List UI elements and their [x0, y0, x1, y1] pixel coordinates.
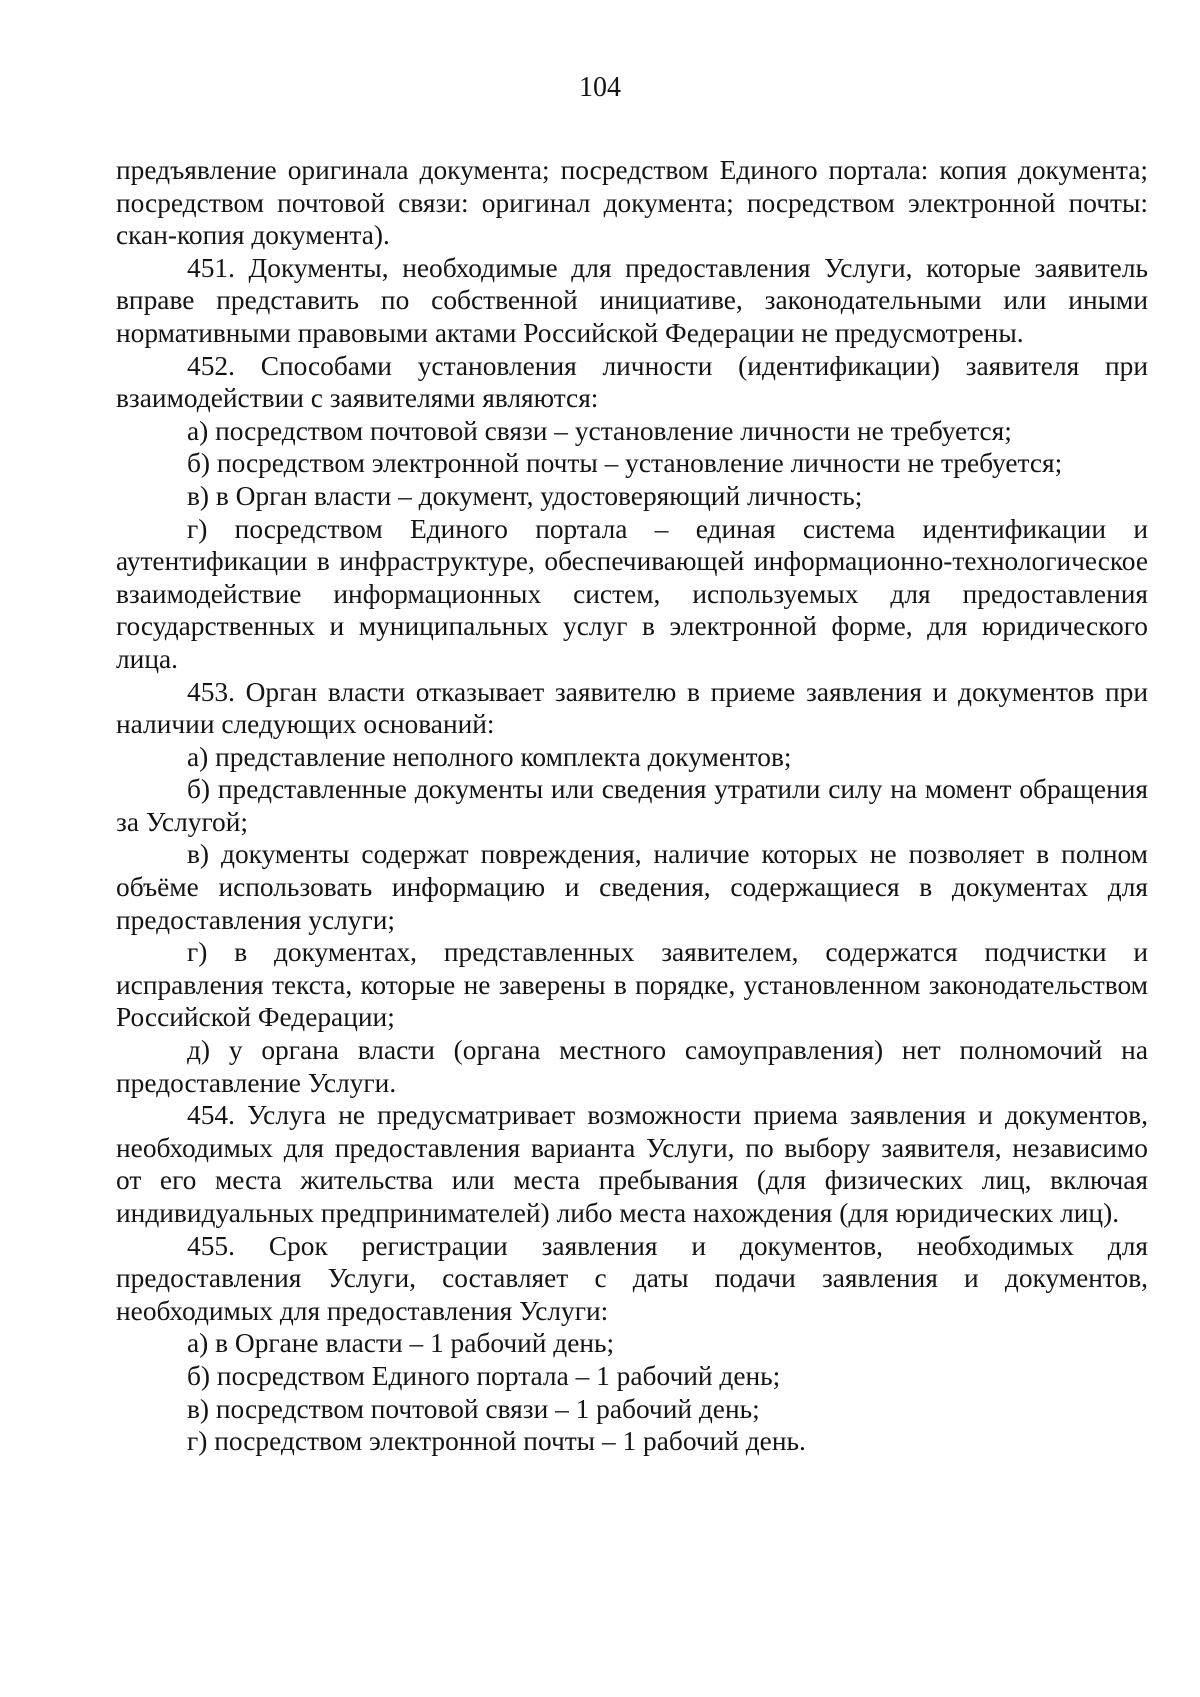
- clause-452-item-v: в) в Орган власти – документ, удостоверяющий личность;: [187, 480, 863, 511]
- clause-451: 451. Документы, необходимые для предоставления Услуги, которые заявитель вправе представить по собственной инициативе, законодательными или иными нормативными правовыми актами Российской Федерации не предусмотрены.: [116, 252, 1148, 348]
- clause-455-item-a: а) в Органе власти – 1 рабочий день;: [187, 1328, 615, 1359]
- clause-452: 452. Способами установления личности (идентификации) заявителя при взаимодействии с заявителями являются:: [116, 350, 1148, 414]
- clause-453-item-d: д) у органа власти (органа местного самоуправления) нет полномочий на предоставление Услуги.: [116, 1035, 1148, 1098]
- clause-455-item-v: в) посредством почтовой связи – 1 рабочий день;: [187, 1393, 760, 1424]
- clause-452-item-a: а) посредством почтовой связи – установление личности не требуется;: [187, 415, 1012, 446]
- clause-453-item-g: г) в документах, представленных заявителем, содержатся подчистки и исправления текста, которые не заверены в порядке, установленном законодательством Российской Федерации;: [116, 937, 1148, 1033]
- clause-455-item-b: б) посредством Единого портала – 1 рабочий день;: [187, 1360, 781, 1391]
- clause-452-item-g: г) посредством Единого портала – единая система идентификации и аутентификации в инфраструктуре, обеспечивающей информационно-технологическое взаимодействие информационных систем, используемых для предоставления государственных и муниципальных услуг в электронной форме, для юридического лица.: [116, 513, 1148, 674]
- clause-455-item-g: г) посредством электронной почты – 1 рабочий день.: [187, 1426, 806, 1457]
- clause-452-item-b: б) посредством электронной почты – установление личности не требуется;: [187, 448, 1063, 479]
- continuation-paragraph: предъявление оригинала документа; посредством Единого портала: копия документа; посредством почтовой связи: оригинал документа; посредством электронной почты: скан-копия документа).: [116, 155, 1148, 251]
- clause-454: 454. Услуга не предусматривает возможности приема заявления и документов, необходимых для предоставления варианта Услуги, по выбору заявителя, независимо от его места жительства или места пребывания (для физических лиц, включая индивидуальных предпринимателей) либо места нахождения (для юридических лиц).: [116, 1100, 1148, 1228]
- document-body: [116, 154, 1148, 1458]
- clause-453-item-b: б) представленные документы или сведения утратили силу на момент обращения за Услугой;: [116, 774, 1148, 837]
- clause-455: 455. Срок регистрации заявления и документов, необходимых для предоставления Услуги, составляет с даты подачи заявления и документов, необходимых для предоставления Услуги:: [116, 1230, 1148, 1326]
- page-number: 104: [579, 72, 621, 103]
- clause-453: 453. Орган власти отказывает заявителю в приеме заявления и документов при наличии следующих оснований:: [116, 676, 1148, 740]
- clause-453-item-a: а) представление неполного комплекта документов;: [187, 741, 792, 772]
- clause-453-item-v: в) документы содержат повреждения, наличие которых не позволяет в полном объёме использовать информацию и сведения, содержащиеся в документах для предоставления услуги;: [116, 839, 1148, 935]
